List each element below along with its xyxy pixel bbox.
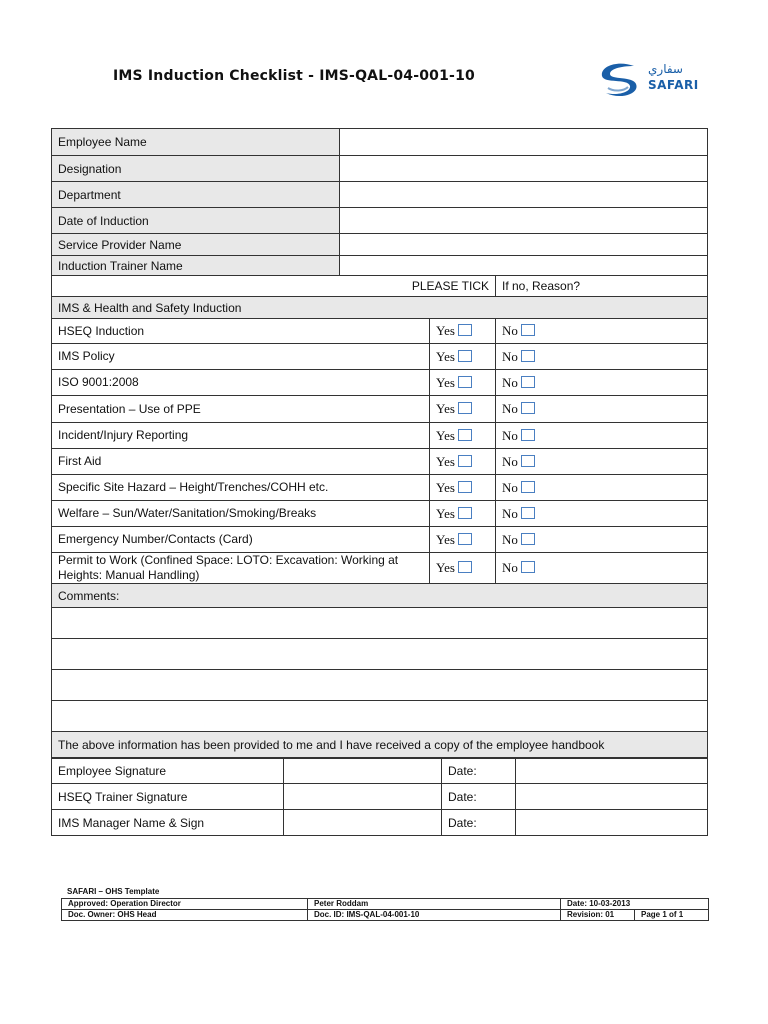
field-label-service-provider: Service Provider Name	[52, 234, 340, 256]
logo-arabic-text: سفاري	[648, 62, 683, 76]
signature-date-input[interactable]	[516, 810, 708, 836]
field-label-date-of-induction: Date of Induction	[52, 208, 340, 234]
no-checkbox[interactable]	[521, 376, 535, 388]
signature-date-label: Date:	[442, 758, 516, 784]
checklist-row	[52, 396, 708, 423]
checklist-row	[52, 344, 708, 370]
if-no-reason-header: If no, Reason?	[496, 276, 708, 297]
no-label: No	[502, 348, 518, 364]
yes-checkbox[interactable]	[458, 350, 472, 362]
no-label: No	[502, 401, 518, 416]
yes-checkbox[interactable]	[458, 429, 472, 441]
yes-checkbox[interactable]	[458, 402, 472, 414]
yes-checkbox[interactable]	[458, 507, 472, 519]
no-checkbox[interactable]	[521, 429, 535, 441]
document-title: IMS Induction Checklist - IMS-QAL-04-001-10	[113, 68, 475, 84]
no-label: No	[502, 531, 518, 547]
no-cell	[496, 396, 708, 423]
yes-checkbox[interactable]	[458, 455, 472, 467]
yes-checkbox[interactable]	[458, 561, 472, 573]
no-cell	[496, 319, 708, 344]
footer-template-label: SAFARI – OHS Template	[67, 887, 160, 896]
no-label: No	[502, 374, 518, 390]
checklist-row	[52, 553, 708, 584]
yes-checkbox[interactable]	[458, 533, 472, 545]
no-checkbox[interactable]	[521, 402, 535, 414]
no-label: No	[502, 323, 518, 338]
checklist-item-label: First Aid	[52, 449, 430, 475]
checklist-item-label: Welfare – Sun/Water/Sanitation/Smoking/Breaks	[52, 501, 430, 527]
employee-name-input[interactable]	[340, 129, 708, 156]
yes-label: Yes	[436, 348, 455, 364]
no-checkbox[interactable]	[521, 481, 535, 493]
yes-checkbox[interactable]	[458, 481, 472, 493]
yes-cell	[430, 527, 496, 553]
yes-cell	[430, 423, 496, 449]
footer-doc-id: Doc. ID: IMS-QAL-04-001-10	[308, 910, 561, 921]
designation-input[interactable]	[340, 156, 708, 182]
yes-checkbox[interactable]	[458, 324, 472, 336]
footer-page: Page 1 of 1	[635, 910, 709, 921]
no-cell	[496, 553, 708, 584]
yes-label: Yes	[436, 560, 455, 575]
comments-line[interactable]	[52, 608, 708, 639]
checklist-item-label: Presentation – Use of PPE	[52, 396, 430, 423]
checklist-row	[52, 475, 708, 501]
yes-label: Yes	[436, 453, 455, 469]
signature-date-label: Date:	[442, 784, 516, 810]
declaration-text: The above information has been provided to me and I have received a copy of the employee handbook	[52, 732, 708, 759]
yes-label: Yes	[436, 505, 455, 521]
no-label: No	[502, 479, 518, 495]
signature-input[interactable]	[284, 758, 442, 784]
checklist-item-label: Permit to Work (Confined Space: LOTO: Excavation: Working at Heights: Manual Handling)	[52, 553, 430, 584]
footer-approved: Approved: Operation Director	[62, 899, 308, 910]
checklist-row	[52, 319, 708, 344]
no-cell	[496, 475, 708, 501]
checklist-row	[52, 423, 708, 449]
signature-date-input[interactable]	[516, 784, 708, 810]
signature-label: HSEQ Trainer Signature	[52, 784, 284, 810]
signature-label: Employee Signature	[52, 758, 284, 784]
yes-cell	[430, 344, 496, 370]
yes-cell	[430, 449, 496, 475]
checklist-row	[52, 501, 708, 527]
no-checkbox[interactable]	[521, 324, 535, 336]
signature-row	[52, 758, 708, 784]
comments-line[interactable]	[52, 701, 708, 732]
yes-cell	[430, 319, 496, 344]
yes-cell	[430, 396, 496, 423]
department-input[interactable]	[340, 182, 708, 208]
no-label: No	[502, 427, 518, 443]
checklist-item-label: Incident/Injury Reporting	[52, 423, 430, 449]
no-cell	[496, 449, 708, 475]
no-label: No	[502, 453, 518, 469]
yes-cell	[430, 370, 496, 396]
no-cell	[496, 370, 708, 396]
signature-date-input[interactable]	[516, 758, 708, 784]
yes-label: Yes	[436, 531, 455, 547]
yes-cell	[430, 475, 496, 501]
footer-date: Date: 10-03-2013	[561, 899, 709, 910]
trainer-name-input[interactable]	[340, 256, 708, 276]
no-checkbox[interactable]	[521, 507, 535, 519]
field-label-designation: Designation	[52, 156, 340, 182]
checklist-row	[52, 449, 708, 475]
induction-checklist-table	[51, 128, 708, 759]
signature-label: IMS Manager Name & Sign	[52, 810, 284, 836]
no-label: No	[502, 505, 518, 521]
yes-label: Yes	[436, 323, 455, 338]
please-tick-header: PLEASE TICK	[52, 276, 496, 297]
footer-approver-name: Peter Roddam	[308, 899, 561, 910]
service-provider-input[interactable]	[340, 234, 708, 256]
logo-text: SAFARI	[648, 78, 699, 92]
checklist-row	[52, 527, 708, 553]
field-label-trainer-name: Induction Trainer Name	[52, 256, 340, 276]
no-cell	[496, 423, 708, 449]
footer-table	[61, 898, 709, 921]
footer-owner: Doc. Owner: OHS Head	[62, 910, 308, 921]
checklist-row	[52, 370, 708, 396]
signature-row	[52, 810, 708, 836]
checklist-item-label: ISO 9001:2008	[52, 370, 430, 396]
yes-cell	[430, 501, 496, 527]
no-checkbox[interactable]	[521, 533, 535, 545]
signature-row	[52, 784, 708, 810]
signature-input[interactable]	[284, 810, 442, 836]
yes-label: Yes	[436, 401, 455, 416]
no-cell	[496, 501, 708, 527]
field-label-employee-name: Employee Name	[52, 129, 340, 156]
yes-checkbox[interactable]	[458, 376, 472, 388]
yes-label: Yes	[436, 374, 455, 390]
comments-line[interactable]	[52, 670, 708, 701]
no-checkbox[interactable]	[521, 561, 535, 573]
comments-line[interactable]	[52, 639, 708, 670]
no-cell	[496, 344, 708, 370]
no-checkbox[interactable]	[521, 350, 535, 362]
checklist-item-label: IMS Policy	[52, 344, 430, 370]
signature-table	[51, 757, 708, 836]
checklist-item-label: Emergency Number/Contacts (Card)	[52, 527, 430, 553]
yes-label: Yes	[436, 427, 455, 443]
yes-label: Yes	[436, 479, 455, 495]
checklist-item-label: HSEQ Induction	[52, 319, 430, 344]
checklist-item-label: Specific Site Hazard – Height/Trenches/COHH etc.	[52, 475, 430, 501]
date-of-induction-input[interactable]	[340, 208, 708, 234]
no-cell	[496, 527, 708, 553]
section-title: IMS & Health and Safety Induction	[52, 297, 708, 319]
field-label-department: Department	[52, 182, 340, 208]
signature-input[interactable]	[284, 784, 442, 810]
yes-cell	[430, 553, 496, 584]
no-label: No	[502, 560, 518, 575]
signature-date-label: Date:	[442, 810, 516, 836]
checklist-rows	[52, 319, 708, 584]
comments-label: Comments:	[52, 584, 708, 608]
no-checkbox[interactable]	[521, 455, 535, 467]
footer-revision: Revision: 01	[561, 910, 635, 921]
